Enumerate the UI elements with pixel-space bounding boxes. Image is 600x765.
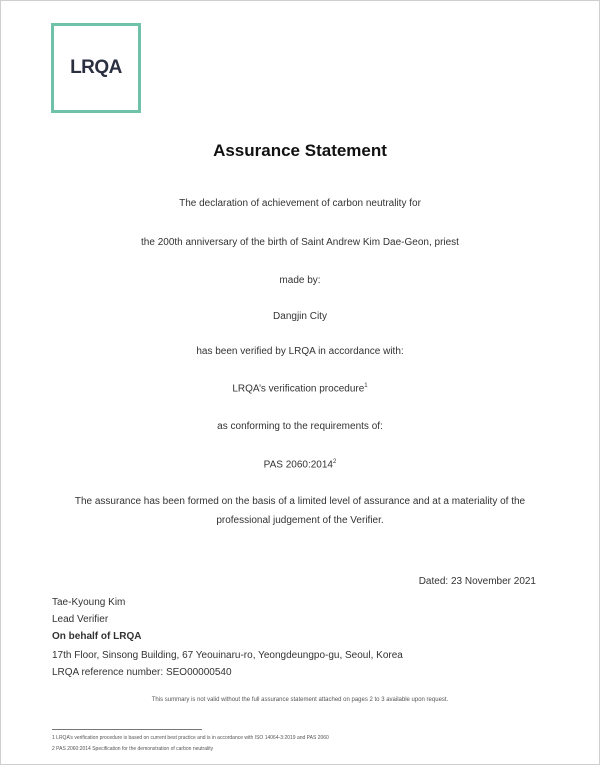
standard-reference: PAS 2060:2014$^2$ [263, 459, 337, 471]
statement-line-7: as conforming to the requirements of: [217, 421, 383, 432]
signatory-name: Tae-Kyoung Kim [52, 597, 126, 608]
footnote-2: 2 PAS 2060:2014 Specification for the demonstration of carbon neutrality [52, 746, 214, 752]
organization-name: Dangjin City [273, 311, 327, 322]
document-title: Assurance Statement [213, 141, 387, 160]
statement-line-1: The declaration of achievement of carbon neutrality for [179, 198, 421, 209]
signatory-role: Lead Verifier [52, 614, 109, 625]
statement-line-5: has been verified by LRQA in accordance with: [196, 346, 404, 357]
lrqa-reference-number: LRQA reference number: SEO00000540 [52, 667, 232, 678]
logo-text: LRQA [70, 57, 122, 78]
footnote-divider [52, 729, 202, 730]
statement-line-3: made by: [279, 275, 321, 286]
assurance-paragraph: The assurance has been formed on the basis of a limited level of assurance and at a materiality of the professional judgement of the Verifier. [74, 496, 526, 526]
signatory-address: 17th Floor, Sinsong Building, 67 Yeouinaru-ro, Yeongdeungpo-gu, Seoul, Korea [52, 650, 403, 661]
on-behalf-of: On behalf of LRQA [52, 631, 142, 642]
lrqa-logo [51, 23, 141, 113]
dated-line: Dated: 23 November 2021 [418, 576, 536, 587]
disclaimer-text: This summary is not valid without the full assurance statement attached on pages 2 to 3 available upon request. [151, 697, 449, 703]
statement-line-2: the 200th anniversary of the birth of Saint Andrew Kim Dae-Geon, priest [141, 237, 459, 248]
footnote-1: 1 LRQA’s verification procedure is based on current best practice and is in accordance with ISO 14064-3:2019 and PAS 2060 [52, 735, 329, 741]
statement-line-6: LRQA’s verification procedure$^1$ [232, 383, 368, 395]
